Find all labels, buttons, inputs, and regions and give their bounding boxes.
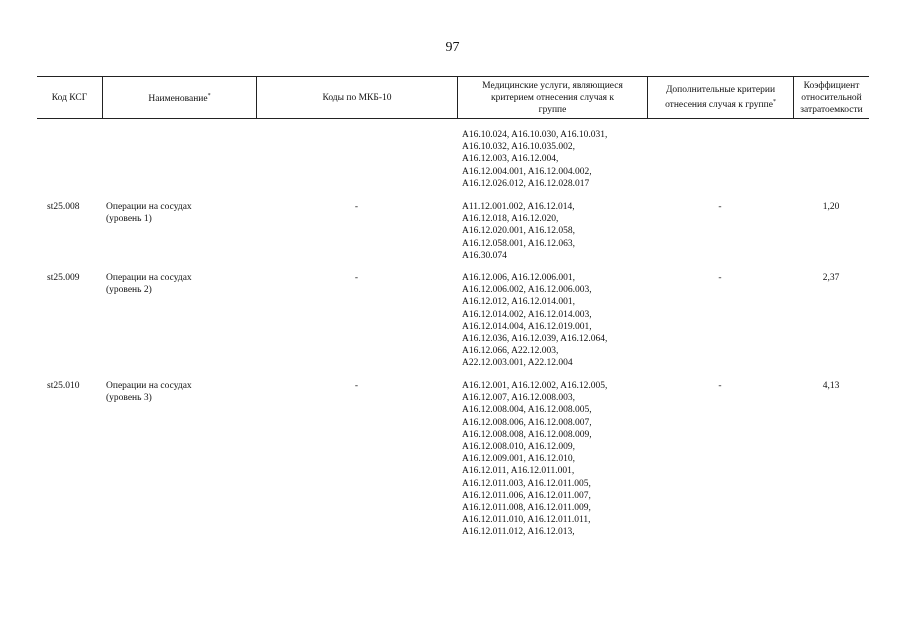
service-line: A16.10.024, A16.10.030, A16.10.031, [462,130,608,140]
mkb-codes: - [354,202,359,212]
mkb-codes: - [354,273,359,283]
service-line: A16.12.026.012, A16.12.028.017 [462,178,590,189]
header-extra [647,77,793,118]
header-mkb-label: Коды по МКБ-10 [322,92,392,103]
service-line: A16.12.008.004, A16.12.008.005, [462,405,592,416]
coefficient: 1,20 [822,202,840,212]
service-line: A16.12.001, A16.12.002, A16.12.005, [462,381,608,391]
header-extra-footnote-mark: * [772,98,776,105]
page-number: 97 [445,40,460,55]
service-line: A16.10.032, A16.10.035.002, [462,142,575,153]
table-header [37,76,869,119]
service-line: A16.12.011.003, A16.12.011.005, [462,478,591,489]
service-line: A11.12.001.002, A16.12.014, [462,202,575,212]
ksg-name: Операции на сосудах (уровень 1) [106,202,192,225]
service-line: A16.30.074 [462,250,507,261]
header-name [102,77,256,118]
service-line: A16.12.036, A16.12.039, A16.12.064, [462,334,608,345]
service-line: A16.12.014.002, A16.12.014.003, [462,309,592,320]
service-line: A22.12.003.001, A22.12.004 [462,358,573,369]
header-name-label: Наименование [148,94,208,105]
service-line: A16.12.012, A16.12.014.001, [462,297,575,308]
service-line: A16.12.004.001, A16.12.004.002, [462,166,592,177]
services-cell [462,380,647,539]
service-line: A16.12.006, A16.12.006.001, [462,273,575,283]
service-line: A16.12.020.001, A16.12.058, [462,226,575,237]
header-coef-label: Коэффициент относительной затратоемкости [800,80,863,115]
mkb-codes: - [354,381,359,391]
service-line: A16.12.014.004, A16.12.019.001, [462,321,592,332]
service-line: A16.12.007, A16.12.008.003, [462,393,575,404]
service-line: A16.12.006.002, A16.12.006.003, [462,285,592,296]
ksg-code: st25.008 [47,202,80,212]
services-cell [462,129,647,190]
service-line: A16.12.066, A22.12.003, [462,346,559,357]
service-line: A16.12.008.006, A16.12.008.007, [462,417,592,428]
ksg-name: Операции на сосудах (уровень 2) [106,273,192,296]
service-line: A16.12.011.010, A16.12.011.011, [462,515,591,526]
header-name-footnote-mark: * [207,92,211,99]
extra-criteria: - [718,381,722,391]
header-mkb [256,77,457,118]
service-line: A16.12.058.001, A16.12.063, [462,238,575,249]
service-line: A16.12.011.006, A16.12.011.007, [462,490,591,501]
coefficient: 2,37 [822,273,840,283]
service-line: A16.12.018, A16.12.020, [462,214,559,225]
header-code [37,77,102,118]
ksg-code: st25.010 [47,381,80,391]
header-code-label: Код КСГ [51,92,88,103]
service-line: A16.12.011, A16.12.011.001, [462,466,575,477]
header-services [457,77,647,118]
services-cell [462,272,647,370]
service-line: A16.12.011.012, A16.12.013, [462,527,575,538]
coefficient: 4,13 [822,381,840,391]
service-line: A16.12.008.008, A16.12.008.009, [462,429,592,440]
extra-criteria: - [718,273,722,283]
service-line: A16.12.009.001, A16.12.010, [462,454,575,465]
services-cell [462,201,647,262]
ksg-code: st25.009 [47,273,80,283]
service-line: A16.12.003, A16.12.004, [462,154,559,165]
header-coef [793,77,869,118]
header-services-label: Медицинские услуги, являющиеся критерием отнесения случая к группе [482,80,623,115]
service-line: A16.12.008.010, A16.12.009, [462,442,575,453]
extra-criteria: - [718,202,722,212]
ksg-table [37,76,869,538]
ksg-name: Операции на сосудах (уровень 3) [106,381,192,404]
service-line: A16.12.011.008, A16.12.011.009, [462,503,591,514]
header-extra-label: Дополнительные критерии отнесения случая к группе [665,84,776,111]
